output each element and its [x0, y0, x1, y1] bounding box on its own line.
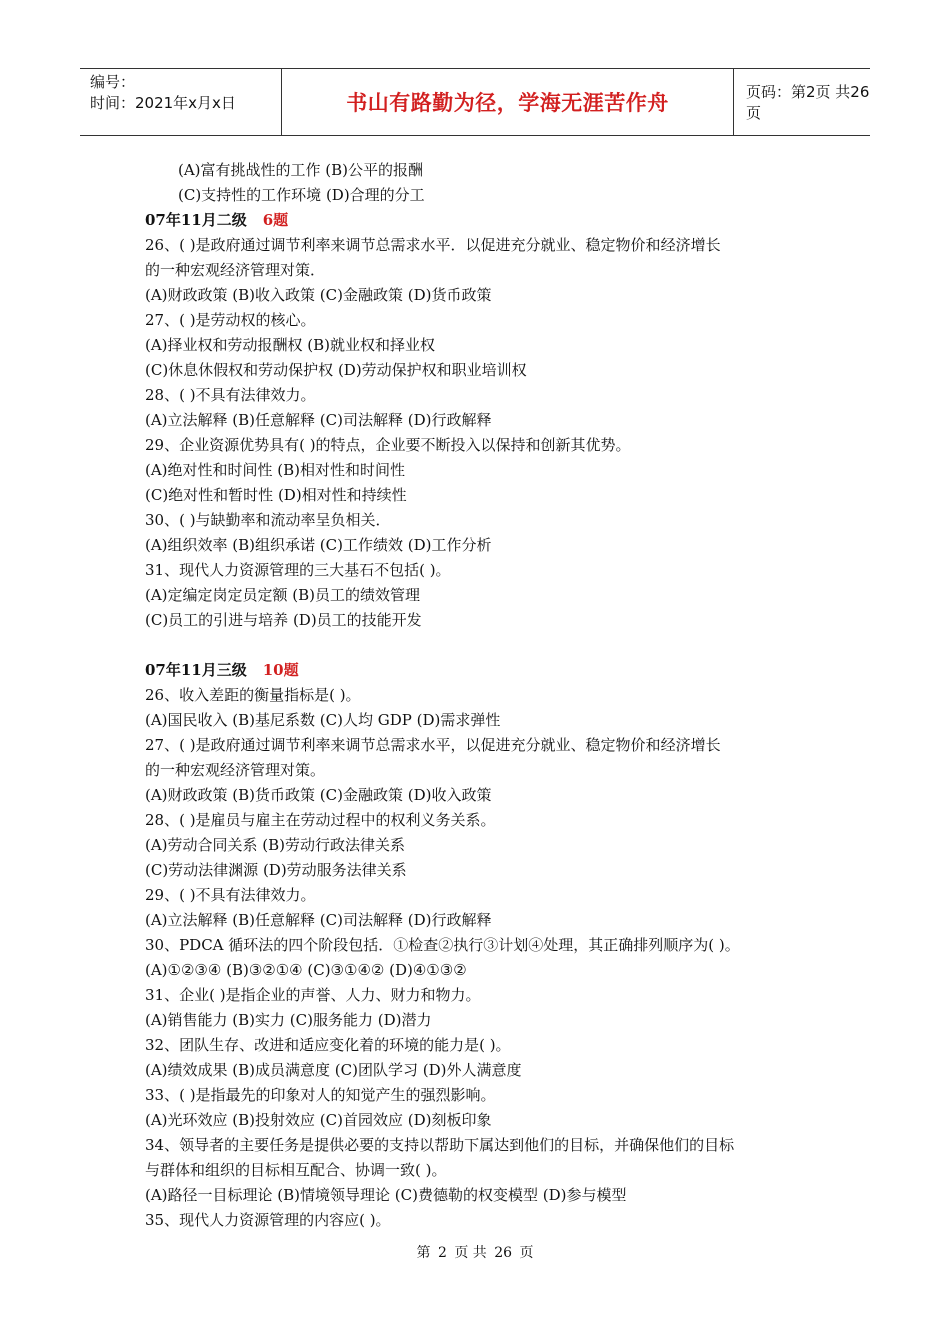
text-line: 31、企业( )是指企业的声誉、人力、财力和物力。: [145, 986, 481, 1004]
text-line: (A)富有挑战性的工作 (B)公平的报酬: [178, 161, 424, 179]
text-line: (A)组织效率 (B)组织承诺 (C)工作绩效 (D)工作分析: [145, 536, 492, 554]
text-line: 27、( )是政府通过调节利率来调节总需求水平，以促进充分就业、稳定物价和经济增长: [145, 736, 721, 754]
text-line: (A)立法解释 (B)任意解释 (C)司法解释 (D)行政解释: [145, 411, 492, 429]
date-label: 时间：2021年x月x日: [90, 94, 236, 112]
text-line: 32、团队生存、改进和适应变化着的环境的能力是( )。: [145, 1036, 511, 1054]
header-meta: [80, 69, 282, 135]
text-line: (C)支持性的工作环境 (D)合理的分工: [178, 186, 425, 204]
text-line: 28、( )不具有法律效力。: [145, 386, 316, 404]
text-line: (A)路径一目标理论 (B)情境领导理论 (C)费德勒的权变模型 (D)参与模型: [145, 1186, 627, 1204]
text-line: (A)定编定岗定员定额 (B)员工的绩效管理: [145, 586, 421, 604]
serial-label: 编号：: [90, 73, 136, 91]
header-motto-cell: [282, 69, 734, 135]
section-heading: [145, 208, 825, 233]
text-line: (A)国民收入 (B)基尼系数 (C)人均 GDP (D)需求弹性: [145, 711, 501, 729]
footer-total-pages: 26: [494, 1245, 513, 1261]
page-header: [80, 68, 870, 136]
blank-line: [145, 633, 825, 658]
document-body: [145, 158, 825, 1233]
text-line: 29、企业资源优势具有( )的特点，企业要不断投入以保持和创新其优势。: [145, 436, 631, 454]
question-count: 6题: [262, 211, 289, 229]
text-line: (A)①②③④ (B)③②①④ (C)③①④② (D)④①③②: [145, 961, 467, 979]
header-page-info-cell: [734, 69, 870, 135]
footer-page-number: 2: [437, 1245, 447, 1261]
text-line: 26、( )是政府通过调节利率来调节总需求水平．以促进充分就业、稳定物价和经济增长: [145, 236, 721, 254]
text-line: 31、现代人力资源管理的三大基石不包括( )。: [145, 561, 451, 579]
text-line: 28、( )是雇员与雇主在劳动过程中的权利义务关系。: [145, 811, 496, 829]
text-line: 的一种宏观经济管理对策。: [145, 761, 326, 779]
page-info: 页码：第2页 共26页: [746, 83, 870, 122]
text-line: (C)绝对性和暂时性 (D)相对性和持续性: [145, 486, 407, 504]
page-footer: [0, 1242, 950, 1262]
text-line: (A)绩效成果 (B)成员满意度 (C)团队学习 (D)外人满意度: [145, 1061, 522, 1079]
question-count: 10题: [262, 661, 299, 679]
text-line: (C)员工的引进与培养 (D)员工的技能开发: [145, 611, 422, 629]
text-line: (A)光环效应 (B)投射效应 (C)首园效应 (D)刻板印象: [145, 1111, 492, 1129]
section-heading-title: 07年11月二级: [145, 211, 247, 229]
text-line: 30、( )与缺勤率和流动率呈负相关．: [145, 511, 391, 529]
text-line: 26、收入差距的衡量指标是( )。: [145, 686, 361, 704]
section-heading: [145, 658, 825, 683]
text-line: 33、( )是指最先的印象对人的知觉产生的强烈影响。: [145, 1086, 496, 1104]
text-line: 27、( )是劳动权的核心。: [145, 311, 316, 329]
text-line: 34、领导者的主要任务是提供必要的支持以帮助下属达到他们的目标，并确保他们的目标: [145, 1136, 735, 1154]
text-line: 35、现代人力资源管理的内容应( )。: [145, 1211, 391, 1229]
footer-middle: 页 共: [454, 1245, 487, 1261]
footer-prefix: 第: [416, 1245, 431, 1261]
text-line: (A)绝对性和时间性 (B)相对性和时间性: [145, 461, 406, 479]
section-heading-title: 07年11月三级: [145, 661, 247, 679]
text-line: 30、PDCA 循环法的四个阶段包括．①检查②执行③计划④处理，其正确排列顺序为( )。: [145, 936, 740, 954]
footer-suffix: 页: [519, 1245, 534, 1261]
text-line: (C)劳动法律渊源 (D)劳动服务法律关系: [145, 861, 407, 879]
text-line: (A)财政政策 (B)收入政策 (C)金融政策 (D)货币政策: [145, 286, 492, 304]
text-line: (A)择业权和劳动报酬权 (B)就业权和择业权: [145, 336, 436, 354]
text-line: (A)立法解释 (B)任意解释 (C)司法解释 (D)行政解释: [145, 911, 492, 929]
text-line: 29、( )不具有法律效力。: [145, 886, 316, 904]
text-line: (A)销售能力 (B)实力 (C)服务能力 (D)潜力: [145, 1011, 432, 1029]
motto: 书山有路勤为径，学海无涯苦作舟: [346, 91, 669, 115]
text-line: (A)财政政策 (B)货币政策 (C)金融政策 (D)收入政策: [145, 786, 492, 804]
text-line: (A)劳动合同关系 (B)劳动行政法律关系: [145, 836, 406, 854]
text-line: (C)休息休假权和劳动保护权 (D)劳动保护权和职业培训权: [145, 361, 527, 379]
text-line: 与群体和组织的目标相互配合、协调一致( )。: [145, 1161, 447, 1179]
text-line: 的一种宏观经济管理对策．: [145, 261, 326, 279]
